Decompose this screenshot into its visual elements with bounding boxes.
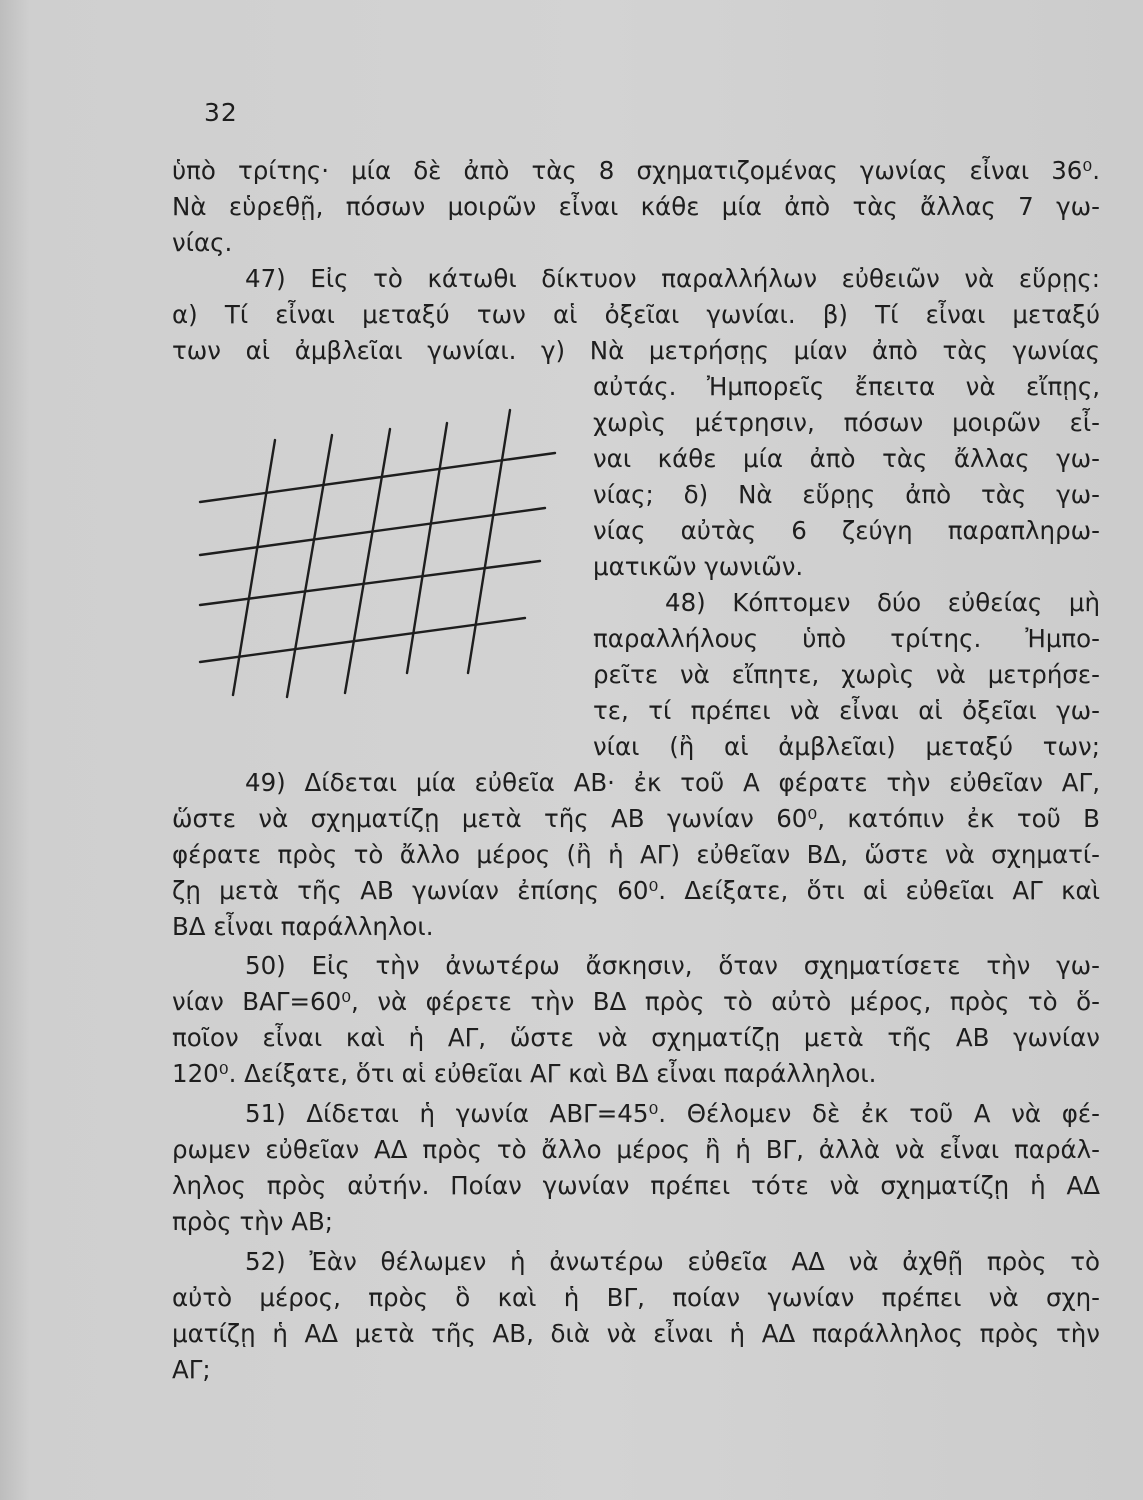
- exercise-52-heading: 52) Ἐὰν θέλωμεν ἡ ἀνωτέρω εὐθεῖα ΑΔ νὰ ἀχθῇ πρὸς τὸ: [245, 1247, 1100, 1276]
- text-line: νίαι (ἢ αἱ ἀμβλεῖαι) μεταξύ των;: [593, 732, 1100, 761]
- exercise-47-heading: 47) Εἰς τὸ κάτωθι δίκτυον παραλλήλων εὐθειῶν νὰ εὕρῃς:: [245, 264, 1100, 293]
- text-line: πρὸς τὴν ΑΒ;: [172, 1207, 334, 1236]
- text-line: ρεῖτε νὰ εἴπητε, χωρὶς νὰ μετρήσε-: [593, 660, 1100, 689]
- text-line: ΑΓ;: [172, 1355, 211, 1384]
- text-line: νίας αὐτὰς 6 ζεύγη παραπληρω-: [593, 516, 1100, 545]
- text-line: ποῖον εἶναι καὶ ἡ ΑΓ, ὥστε νὰ σχηματίζῃ μετὰ τῆς ΑΒ γωνίαν: [172, 1023, 1100, 1052]
- text-line: ζῃ μετὰ τῆς ΑΒ γωνίαν ἐπίσης 60⁰. Δείξατε, ὅτι αἱ εὐθεῖαι ΑΓ καὶ: [172, 876, 1100, 905]
- text-line: χωρὶς μέτρησιν, πόσων μοιρῶν εἶ-: [593, 408, 1100, 437]
- text-line: 120⁰. Δείξατε, ὅτι αἱ εὐθεῖαι ΑΓ καὶ ΒΔ εἶναι παράλληλοι.: [172, 1059, 877, 1088]
- text-line: α) Τί εἶναι μεταξύ των αἱ ὀξεῖαι γωνίαι. β) Τί εἶναι μεταξύ: [172, 300, 1100, 329]
- exercise-51-heading: 51) Δίδεται ἡ γωνία ΑΒΓ=45⁰. Θέλομεν δὲ ἐκ τοῦ Α νὰ φέ-: [245, 1099, 1100, 1128]
- text-line: αὐτάς. Ἠμπορεῖς ἔπειτα νὰ εἴπῃς,: [593, 372, 1100, 401]
- text-line: ναι κάθε μία ἀπὸ τὰς ἄλλας γω-: [593, 444, 1100, 473]
- text-line: παραλλήλους ὑπὸ τρίτης. Ἠμπο-: [593, 624, 1100, 653]
- text-line: Νὰ εὑρεθῇ, πόσων μοιρῶν εἶναι κάθε μία ἀπὸ τὰς ἄλλας 7 γω-: [172, 192, 1100, 221]
- text-line: ρωμεν εὐθεῖαν ΑΔ πρὸς τὸ ἄλλο μέρος ἢ ἡ ΒΓ, ἀλλὰ νὰ εἶναι παράλ-: [172, 1135, 1100, 1164]
- text-line: ματίζῃ ἡ ΑΔ μετὰ τῆς ΑΒ, διὰ νὰ εἶναι ἡ ΑΔ παράλληλος πρὸς τὴν: [172, 1319, 1100, 1348]
- text-line: των αἱ ἀμβλεῖαι γωνίαι. γ) Νὰ μετρήσῃς μίαν ἀπὸ τὰς γωνίας: [172, 336, 1100, 365]
- text-line: τε, τί πρέπει νὰ εἶναι αἱ ὀξεῖαι γω-: [593, 696, 1100, 725]
- text-line: ὥστε νὰ σχηματίζῃ μετὰ τῆς ΑΒ γωνίαν 60⁰, κατόπιν ἐκ τοῦ Β: [172, 804, 1100, 833]
- text-line: νίας; δ) Νὰ εὕρῃς ἀπὸ τὰς γω-: [593, 480, 1100, 509]
- exercise-50-heading: 50) Εἰς τὴν ἀνωτέρω ἄσκησιν, ὅταν σχηματίσετε τὴν γω-: [245, 951, 1100, 980]
- text-line: ματικῶν γωνιῶν.: [593, 552, 804, 581]
- text-line: αὐτὸ μέρος, πρὸς ὃ καὶ ἡ ΒΓ, ποίαν γωνίαν πρέπει νὰ σχη-: [172, 1283, 1100, 1312]
- parallel-lines-grid-figure: [195, 405, 565, 715]
- text-line: φέρατε πρὸς τὸ ἄλλο μέρος (ἢ ἡ ΑΓ) εὐθεῖαν ΒΔ, ὥστε νὰ σχηματί-: [172, 840, 1100, 869]
- text-line: νίας.: [172, 228, 233, 257]
- text-line: ληλος πρὸς αὐτήν. Ποίαν γωνίαν πρέπει τότε νὰ σχηματίζῃ ἡ ΑΔ: [172, 1171, 1100, 1200]
- exercise-48-heading: 48) Κόπτομεν δύο εὐθείας μὴ: [665, 588, 1100, 617]
- text-line: ὑπὸ τρίτης· μία δὲ ἀπὸ τὰς 8 σχηματιζομένας γωνίας εἶναι 36⁰.: [172, 156, 1100, 185]
- text-line: ΒΔ εἶναι παράλληλοι.: [172, 912, 434, 941]
- text-line: νίαν ΒΑΓ=60⁰, νὰ φέρετε τὴν ΒΔ πρὸς τὸ αὐτὸ μέρος, πρὸς τὸ ὅ-: [172, 987, 1100, 1016]
- exercise-49-heading: 49) Δίδεται μία εὐθεῖα ΑΒ· ἐκ τοῦ Α φέρατε τὴν εὐθεῖαν ΑΓ,: [245, 768, 1100, 797]
- page-number: 32: [204, 98, 238, 127]
